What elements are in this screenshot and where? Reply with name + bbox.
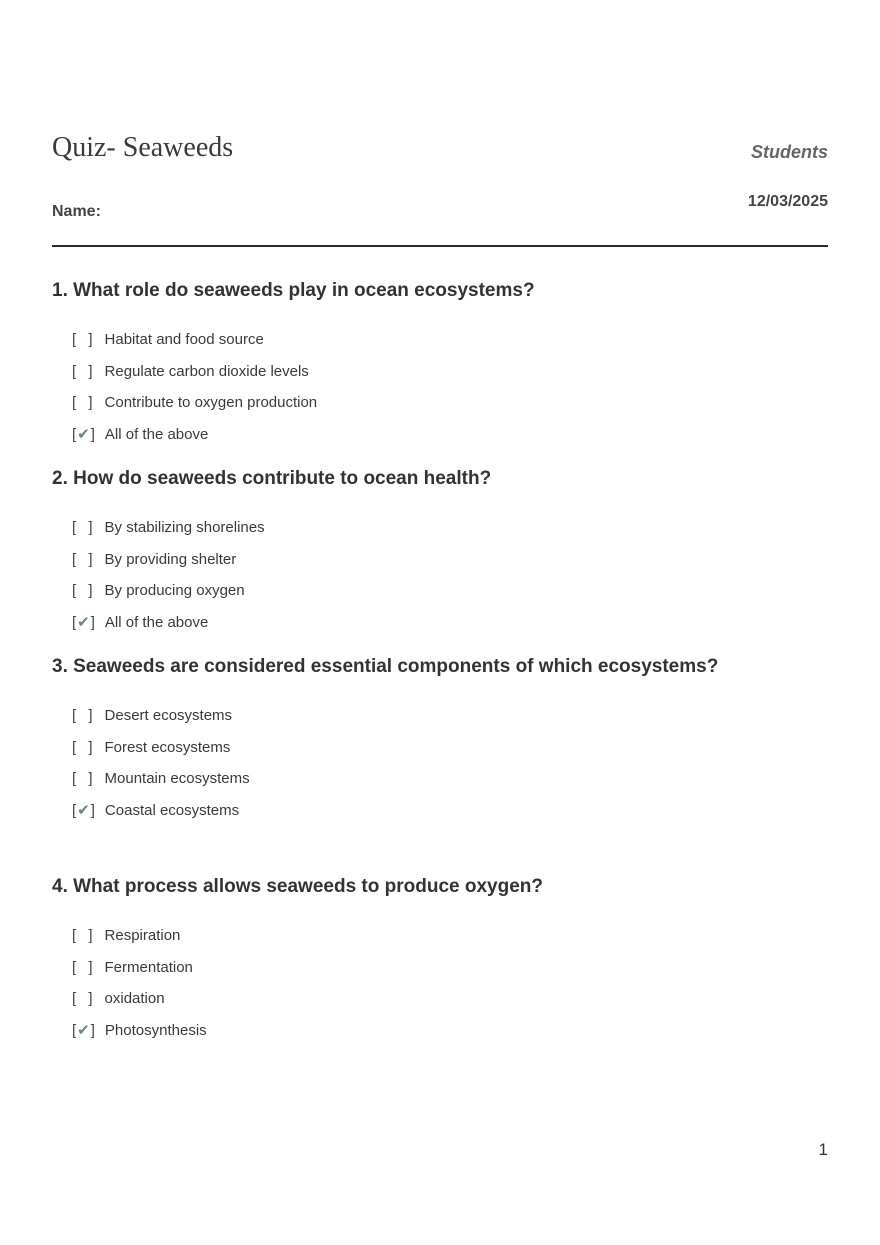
option-label: Respiration — [104, 927, 181, 944]
checkbox-empty[interactable]: [ ] — [72, 519, 97, 536]
option-item[interactable] — [72, 989, 207, 1021]
checkbox-empty[interactable]: [ ] — [72, 394, 97, 412]
checkbox-empty[interactable]: [ ] — [72, 362, 97, 380]
page-title: Quiz- Seaweeds — [52, 132, 234, 163]
checkmark-icon: ✔ — [77, 614, 90, 632]
option-item[interactable] — [72, 330, 317, 362]
checkbox-empty[interactable]: [ ] — [72, 958, 97, 976]
checkbox-checked[interactable]: [✔] — [72, 426, 95, 444]
option-item[interactable] — [72, 425, 317, 457]
checkbox-empty[interactable]: [ ] — [72, 927, 97, 944]
question-text: 4. What process allows seaweeds to produce oxygen? — [52, 876, 543, 897]
name-label: Name: — [52, 203, 101, 220]
option-label: Regulate carbon dioxide levels — [104, 362, 309, 380]
checkmark-icon: ✔ — [77, 426, 90, 444]
option-label: By providing shelter — [104, 550, 237, 568]
option-label: Habitat and food source — [104, 331, 264, 348]
option-list — [72, 706, 250, 833]
checkbox-empty[interactable]: [ ] — [72, 331, 97, 348]
option-label: By producing oxygen — [104, 582, 245, 600]
option-item[interactable] — [72, 769, 250, 801]
option-label: By stabilizing shorelines — [104, 519, 265, 536]
option-label: Mountain ecosystems — [104, 770, 250, 788]
option-item[interactable] — [72, 362, 317, 394]
checkbox-checked[interactable]: [✔] — [72, 1022, 95, 1040]
option-item[interactable] — [72, 706, 250, 738]
checkbox-empty[interactable]: [ ] — [72, 990, 97, 1008]
audience-label: Students — [750, 142, 828, 162]
checkbox-empty[interactable]: [ ] — [72, 707, 97, 724]
question-4 — [52, 876, 832, 1040]
option-label: oxidation — [104, 990, 165, 1008]
question-3 — [52, 656, 832, 820]
question-text: 2. How do seaweeds contribute to ocean health? — [52, 468, 492, 489]
option-item[interactable] — [72, 518, 265, 550]
checkbox-checked[interactable]: [✔] — [72, 802, 95, 820]
option-label: Desert ecosystems — [104, 707, 233, 724]
checkbox-checked[interactable]: [✔] — [72, 614, 95, 632]
checkbox-empty[interactable]: [ ] — [72, 550, 97, 568]
checkbox-empty[interactable]: [ ] — [72, 582, 97, 600]
checkmark-icon: ✔ — [77, 802, 90, 820]
option-item[interactable] — [72, 393, 317, 425]
question-text: 1. What role do seaweeds play in ocean ecosystems? — [52, 280, 535, 301]
option-item[interactable] — [72, 958, 207, 990]
option-item[interactable] — [72, 926, 207, 958]
question-text: 3. Seaweeds are considered essential components of which ecosystems? — [52, 656, 719, 677]
checkmark-icon: ✔ — [77, 1022, 90, 1040]
option-item[interactable] — [72, 1021, 207, 1053]
checkbox-empty[interactable]: [ ] — [72, 770, 97, 788]
option-label: All of the above — [104, 426, 209, 444]
option-item[interactable] — [72, 613, 265, 645]
option-list — [72, 926, 207, 1053]
checkbox-empty[interactable]: [ ] — [72, 738, 97, 756]
question-1 — [52, 280, 832, 444]
question-2 — [52, 468, 832, 632]
option-label: Coastal ecosystems — [104, 802, 240, 820]
option-label: Contribute to oxygen production — [104, 394, 318, 412]
quiz-date: 12/03/2025 — [747, 193, 828, 210]
option-label: Photosynthesis — [104, 1022, 207, 1040]
header-divider — [52, 245, 828, 247]
option-list — [72, 518, 265, 645]
option-item[interactable] — [72, 550, 265, 582]
option-label: Fermentation — [104, 958, 193, 976]
option-item[interactable] — [72, 801, 250, 833]
option-item[interactable] — [72, 738, 250, 770]
option-label: All of the above — [104, 614, 209, 632]
option-item[interactable] — [72, 581, 265, 613]
option-list — [72, 330, 317, 457]
option-label: Forest ecosystems — [104, 738, 231, 756]
page-number: 1 — [818, 1140, 828, 1159]
